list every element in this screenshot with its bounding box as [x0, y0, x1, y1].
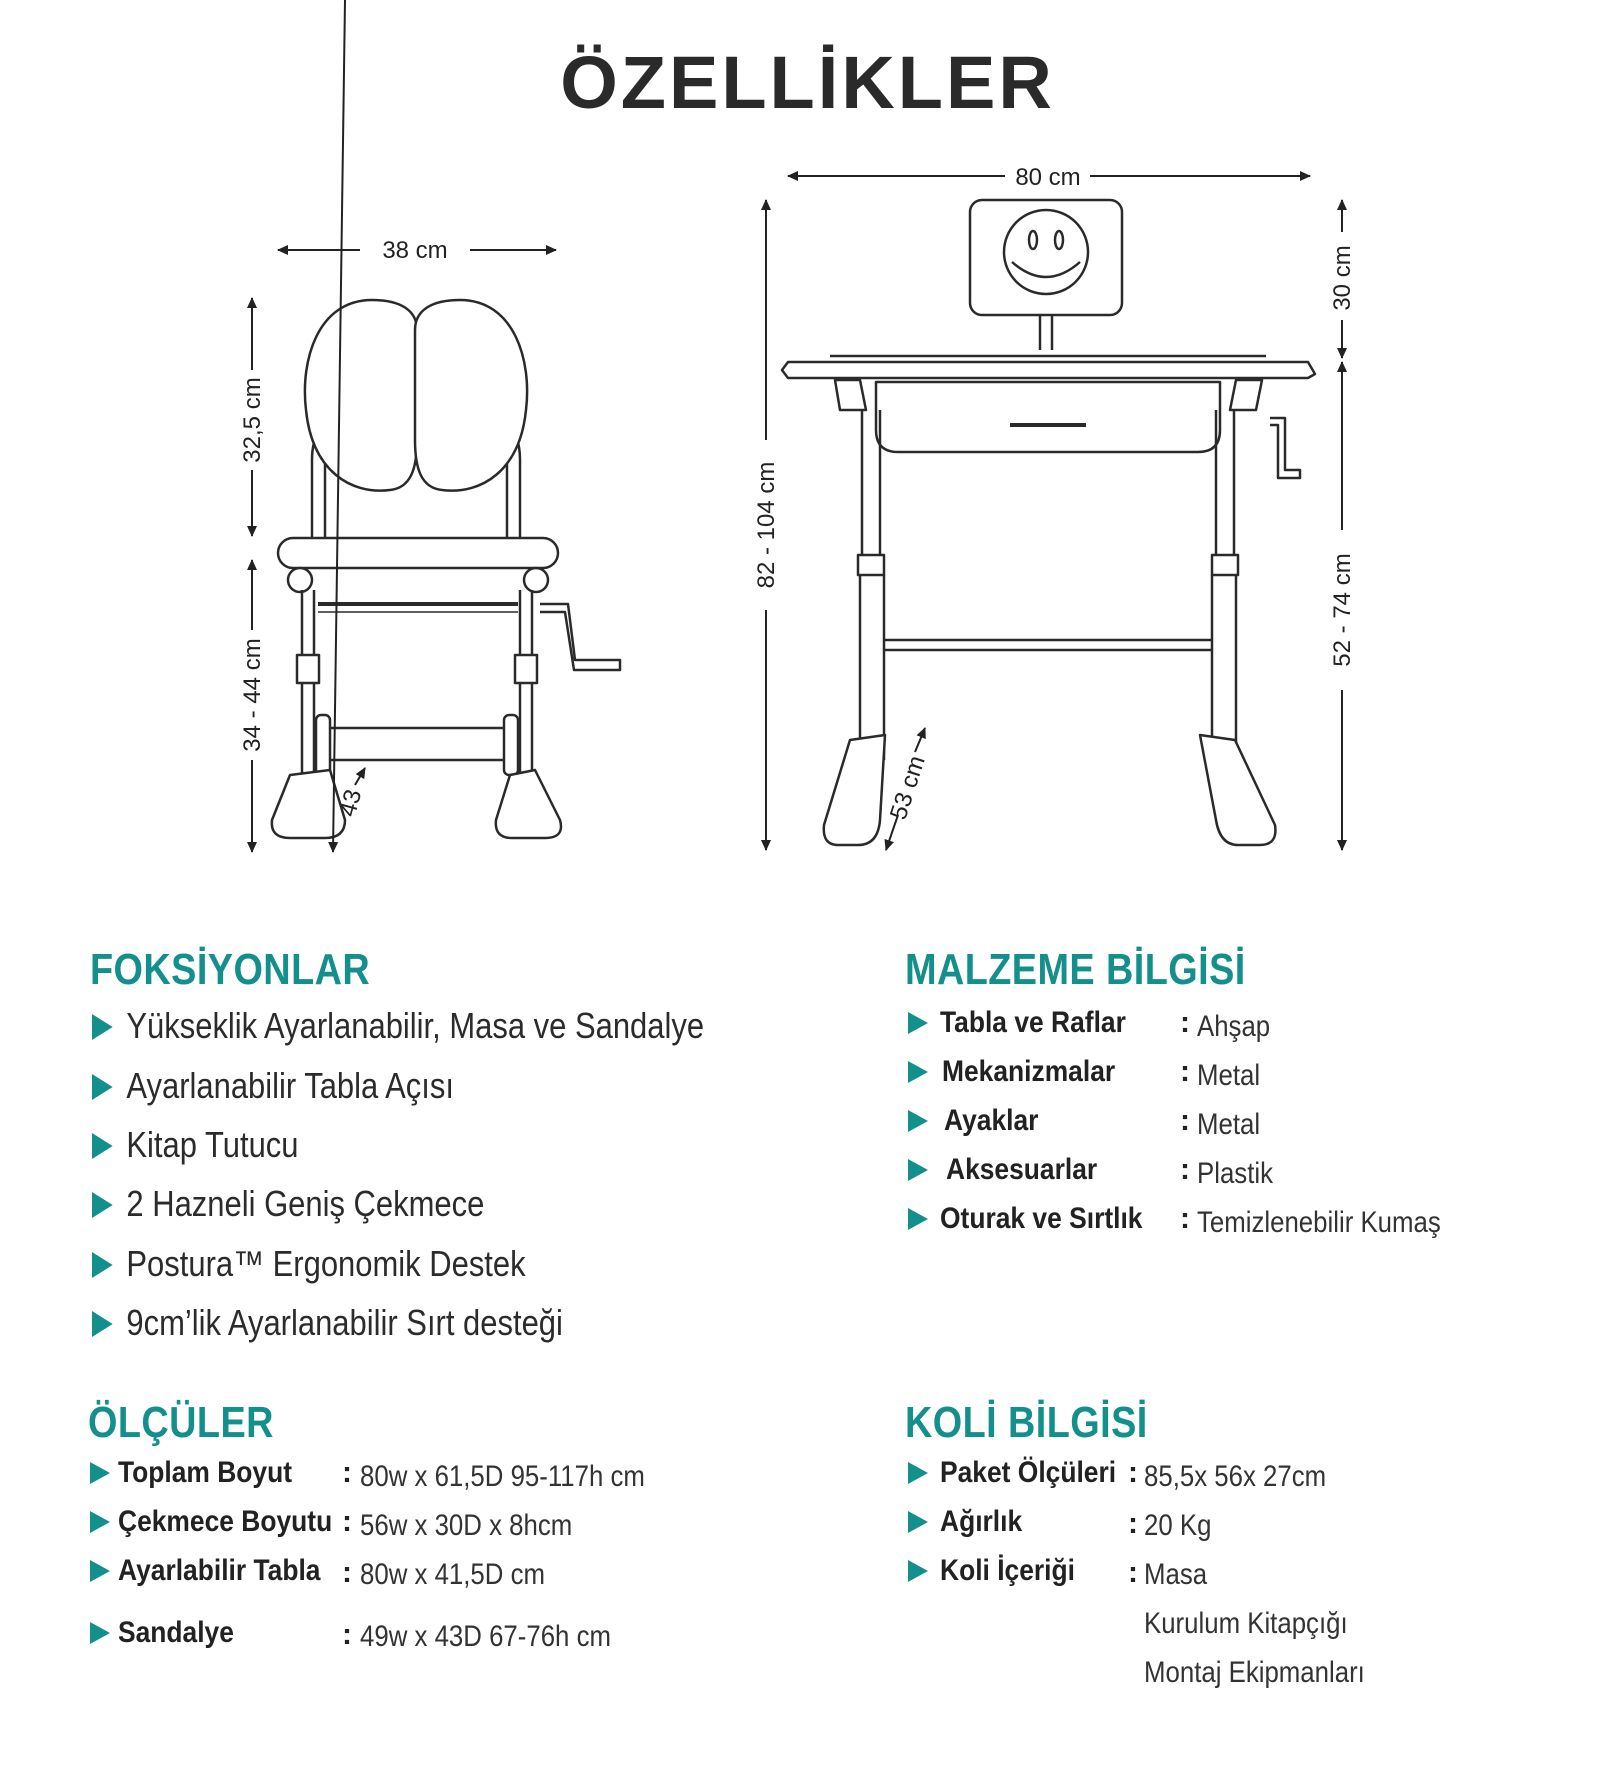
triangle-bullet-icon	[908, 1208, 928, 1230]
triangle-bullet-icon	[908, 1110, 928, 1132]
materials-heading: MALZEME BİLGİSİ	[905, 945, 1246, 994]
triangle-bullet-icon	[92, 1192, 113, 1218]
functions-heading: FOKSİYONLAR	[90, 945, 371, 994]
feature-item: Yükseklik Ayarlanabilir, Masa ve Sandalye	[92, 1005, 704, 1047]
feature-item: 9cm’lik Ayarlanabilir Sırt desteği	[92, 1302, 563, 1344]
feature-item: Postura™ Ergonomik Destek	[92, 1243, 526, 1285]
triangle-bullet-icon	[92, 1014, 113, 1040]
feature-item: Ayarlanabilir Tabla Açısı	[92, 1065, 454, 1107]
product-drawing	[0, 0, 1615, 880]
chair-depth-label: 43	[334, 786, 368, 820]
book-holder-height-label: 30 cm	[1329, 245, 1356, 311]
triangle-bullet-icon	[92, 1252, 113, 1278]
feature-item: 2 Hazneli Geniş Çekmece	[92, 1183, 484, 1225]
package-content-item: Montaj Ekipmanları	[1144, 1656, 1365, 1689]
desk-width-label: 80 cm	[1015, 164, 1081, 191]
triangle-bullet-icon	[92, 1074, 113, 1100]
desk-total-height-label: 82 - 104 cm	[753, 461, 780, 589]
desk-drawing	[782, 200, 1315, 845]
triangle-bullet-icon	[90, 1622, 110, 1644]
chair-seat-height-label: 34 - 44 cm	[239, 638, 266, 752]
package-content-item: Kurulum Kitapçığı	[1144, 1607, 1348, 1640]
triangle-bullet-icon	[90, 1511, 110, 1533]
triangle-bullet-icon	[90, 1560, 110, 1582]
triangle-bullet-icon	[908, 1159, 928, 1181]
triangle-bullet-icon	[90, 1462, 110, 1484]
desk-height-label: 52 - 74 cm	[1329, 553, 1356, 667]
feature-item: Kitap Tutucu	[92, 1124, 299, 1166]
triangle-bullet-icon	[92, 1311, 113, 1337]
chair-drawing	[272, 300, 620, 838]
page-title: ÖZELLİKLER	[560, 41, 1055, 124]
triangle-bullet-icon	[92, 1133, 113, 1159]
package-heading: KOLİ BİLGİSİ	[905, 1398, 1148, 1447]
triangle-bullet-icon	[908, 1560, 928, 1582]
triangle-bullet-icon	[908, 1462, 928, 1484]
triangle-bullet-icon	[908, 1511, 928, 1533]
triangle-bullet-icon	[908, 1061, 928, 1083]
desk-depth-label: 53 cm	[884, 752, 931, 823]
chair-back-height-label: 32,5 cm	[239, 377, 266, 463]
chair-width-label: 38 cm	[382, 237, 448, 264]
triangle-bullet-icon	[908, 1012, 928, 1034]
measures-heading: ÖLÇÜLER	[88, 1398, 274, 1447]
